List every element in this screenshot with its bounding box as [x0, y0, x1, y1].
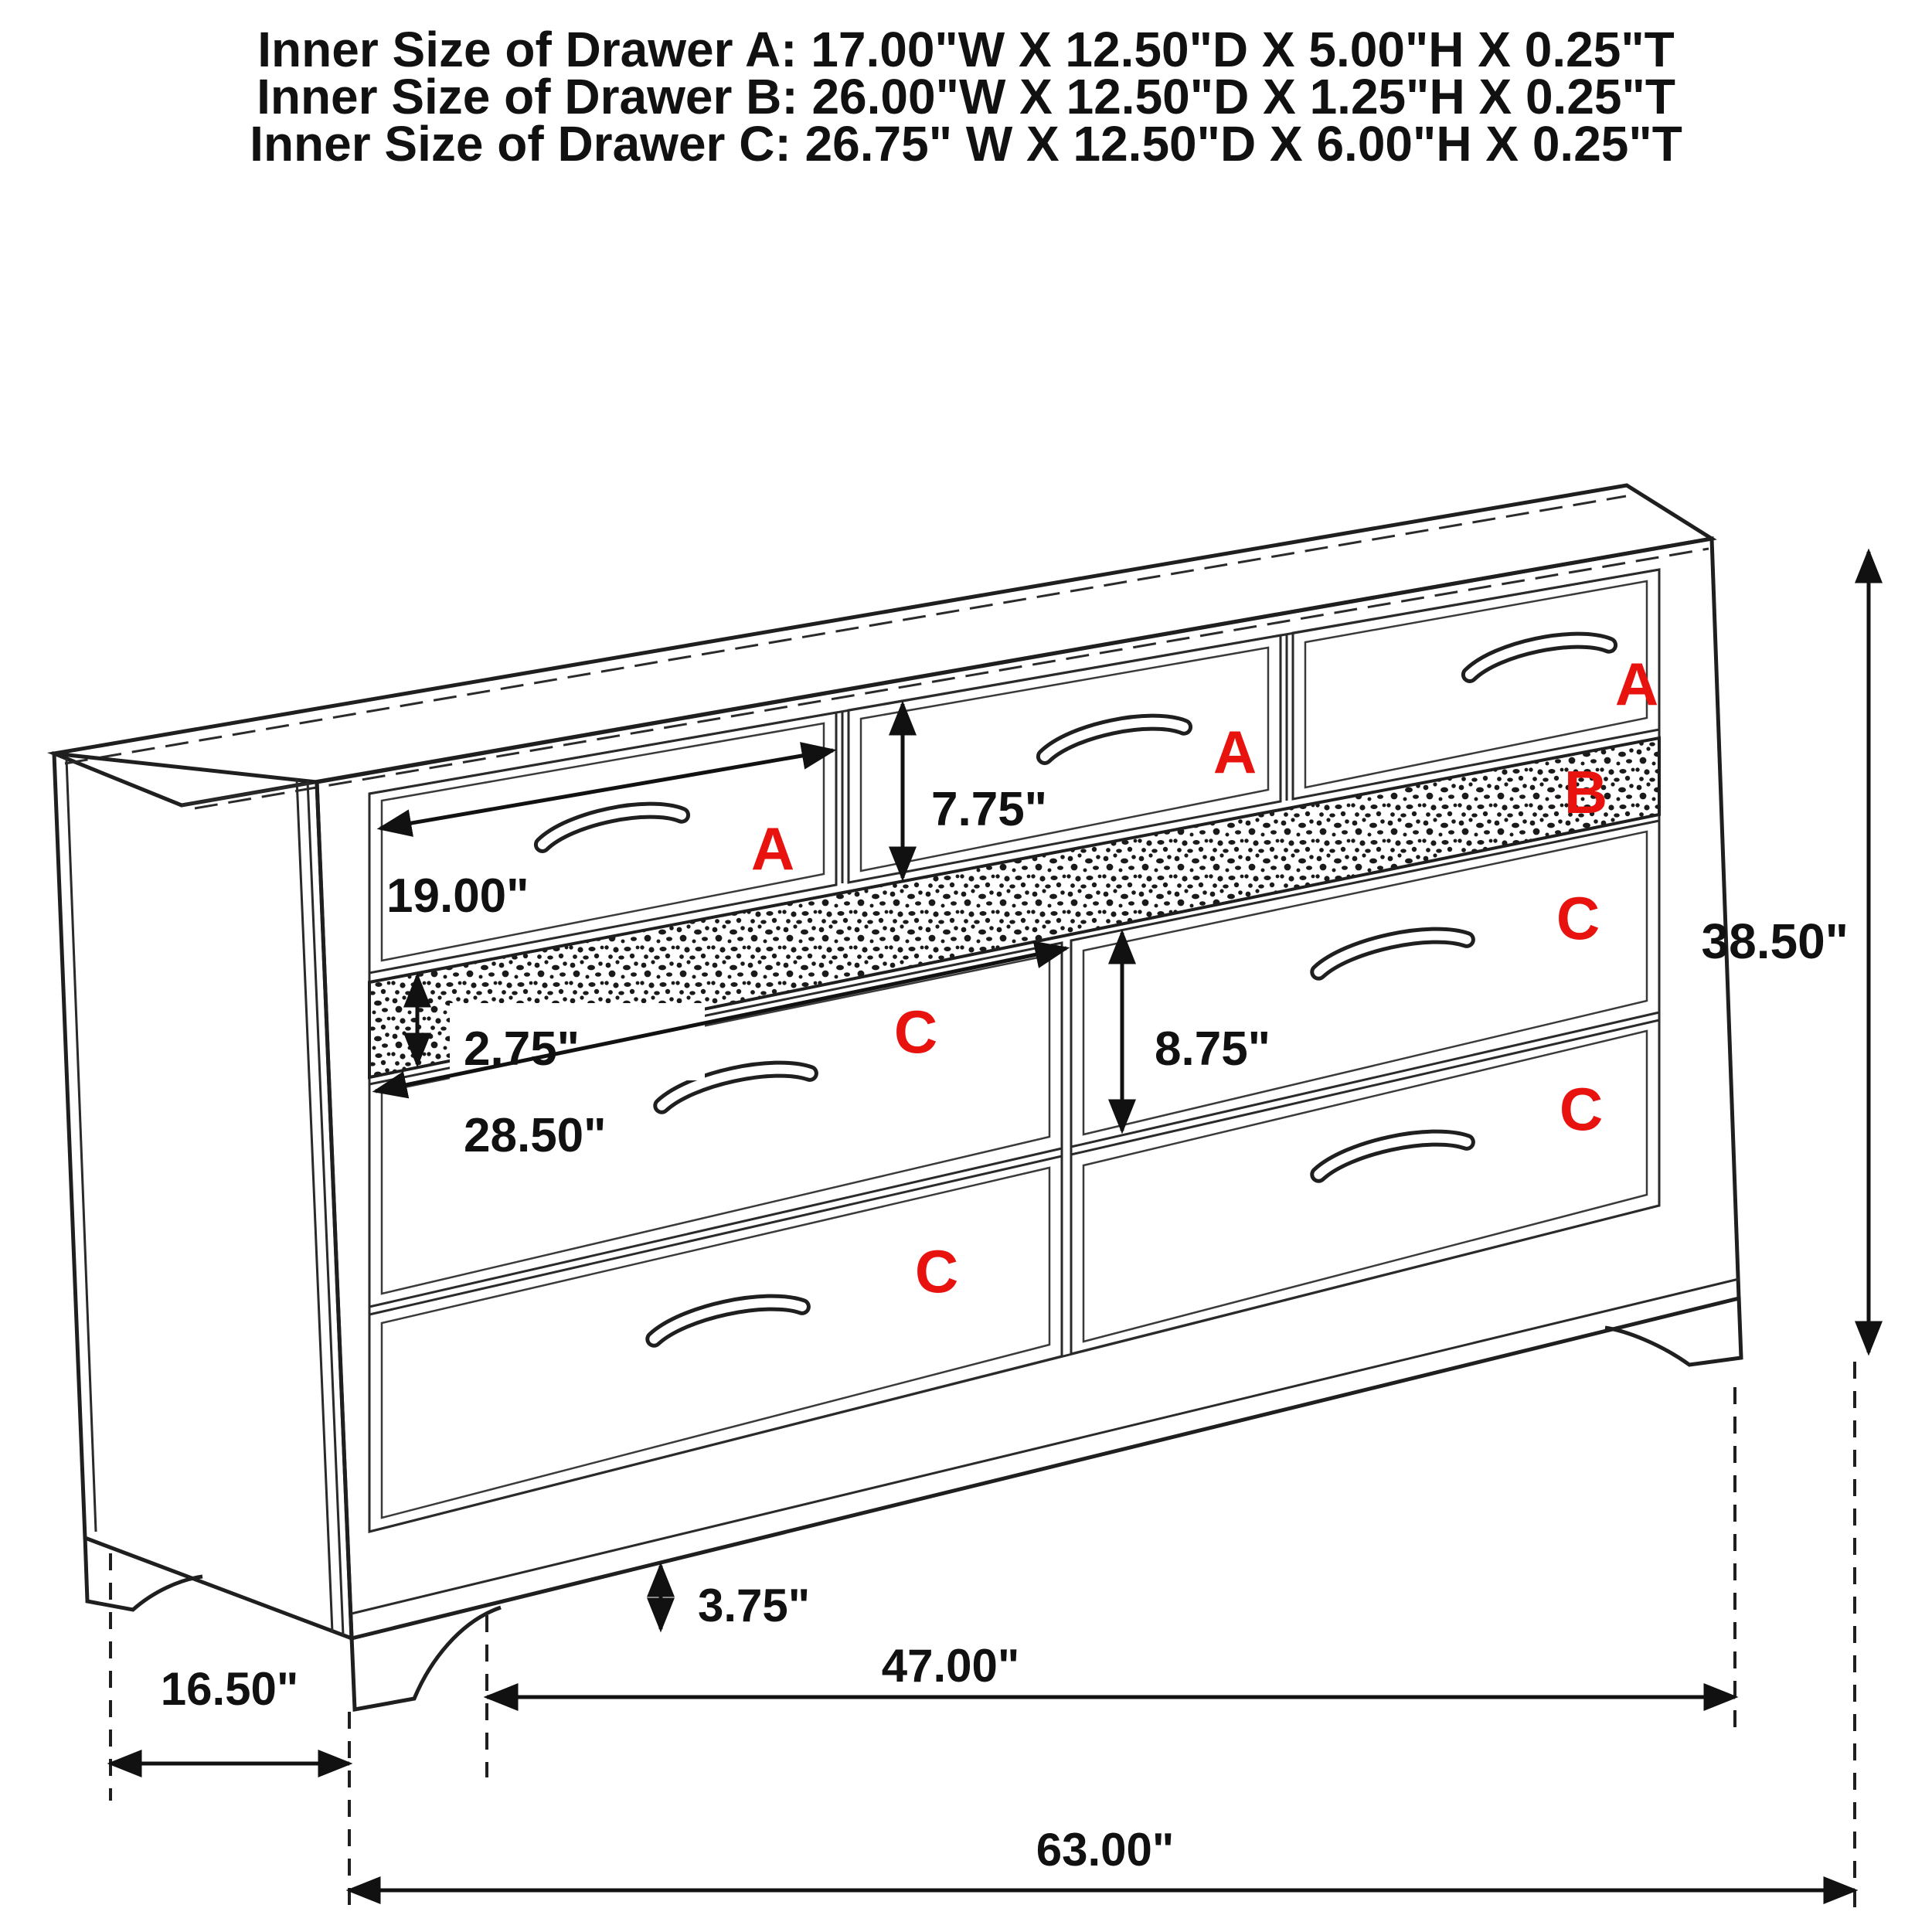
dim-drawer-c-width: 28.50"	[464, 1109, 607, 1162]
label-drawer-a3: A	[1614, 650, 1659, 718]
dim-foot-height: 3.75"	[698, 1580, 811, 1631]
dim-drawer-c-height: 8.75"	[1155, 1022, 1271, 1076]
label-drawer-c1-left: C	[893, 998, 938, 1066]
drawer-c1-right-handle	[1315, 927, 1468, 971]
dresser-side-panel	[54, 753, 352, 1638]
label-drawer-a2: A	[1213, 718, 1257, 786]
label-band-b: B	[1563, 758, 1608, 826]
header-line-drawer-c: Inner Size of Drawer C: 26.75" W X 12.50"D X 6.00"H X 0.25"T	[250, 116, 1682, 172]
dim-overall-height: 38.50"	[1701, 913, 1849, 969]
dim-leg-span-width: 47.00"	[881, 1640, 1020, 1692]
dim-overall-width: 63.00"	[1036, 1824, 1175, 1876]
label-drawer-c1-right: C	[1556, 884, 1600, 952]
dresser-top-surface	[54, 485, 1712, 808]
dresser-front-face	[317, 539, 1739, 1638]
label-drawer-a1: A	[750, 815, 795, 883]
drawer-c2-left-handle	[651, 1294, 803, 1338]
drawer-a2-handle	[1042, 715, 1185, 757]
label-drawer-c2-right: C	[1559, 1075, 1604, 1143]
drawer-c2-left	[369, 1156, 1062, 1532]
header-line-drawer-a: Inner Size of Drawer A: 17.00"W X 12.50"D X 5.00"H X 0.25"T	[257, 22, 1675, 77]
drawer-a1-handle	[539, 803, 682, 845]
dim-depth: 16.50"	[160, 1663, 299, 1715]
drawer-a3-handle	[1467, 633, 1610, 675]
dim-drawer-a-width: 19.00"	[386, 869, 529, 923]
dim-band-b-height: 2.75"	[464, 1022, 580, 1076]
header-line-drawer-b: Inner Size of Drawer B: 26.00"W X 12.50"D X 1.25"H X 0.25"T	[257, 69, 1675, 124]
dresser-drawing	[54, 485, 1741, 1709]
label-drawer-c2-left: C	[914, 1237, 959, 1305]
dim-drawer-a-height: 7.75"	[931, 783, 1048, 836]
drawer-c2-right-handle	[1315, 1130, 1468, 1174]
